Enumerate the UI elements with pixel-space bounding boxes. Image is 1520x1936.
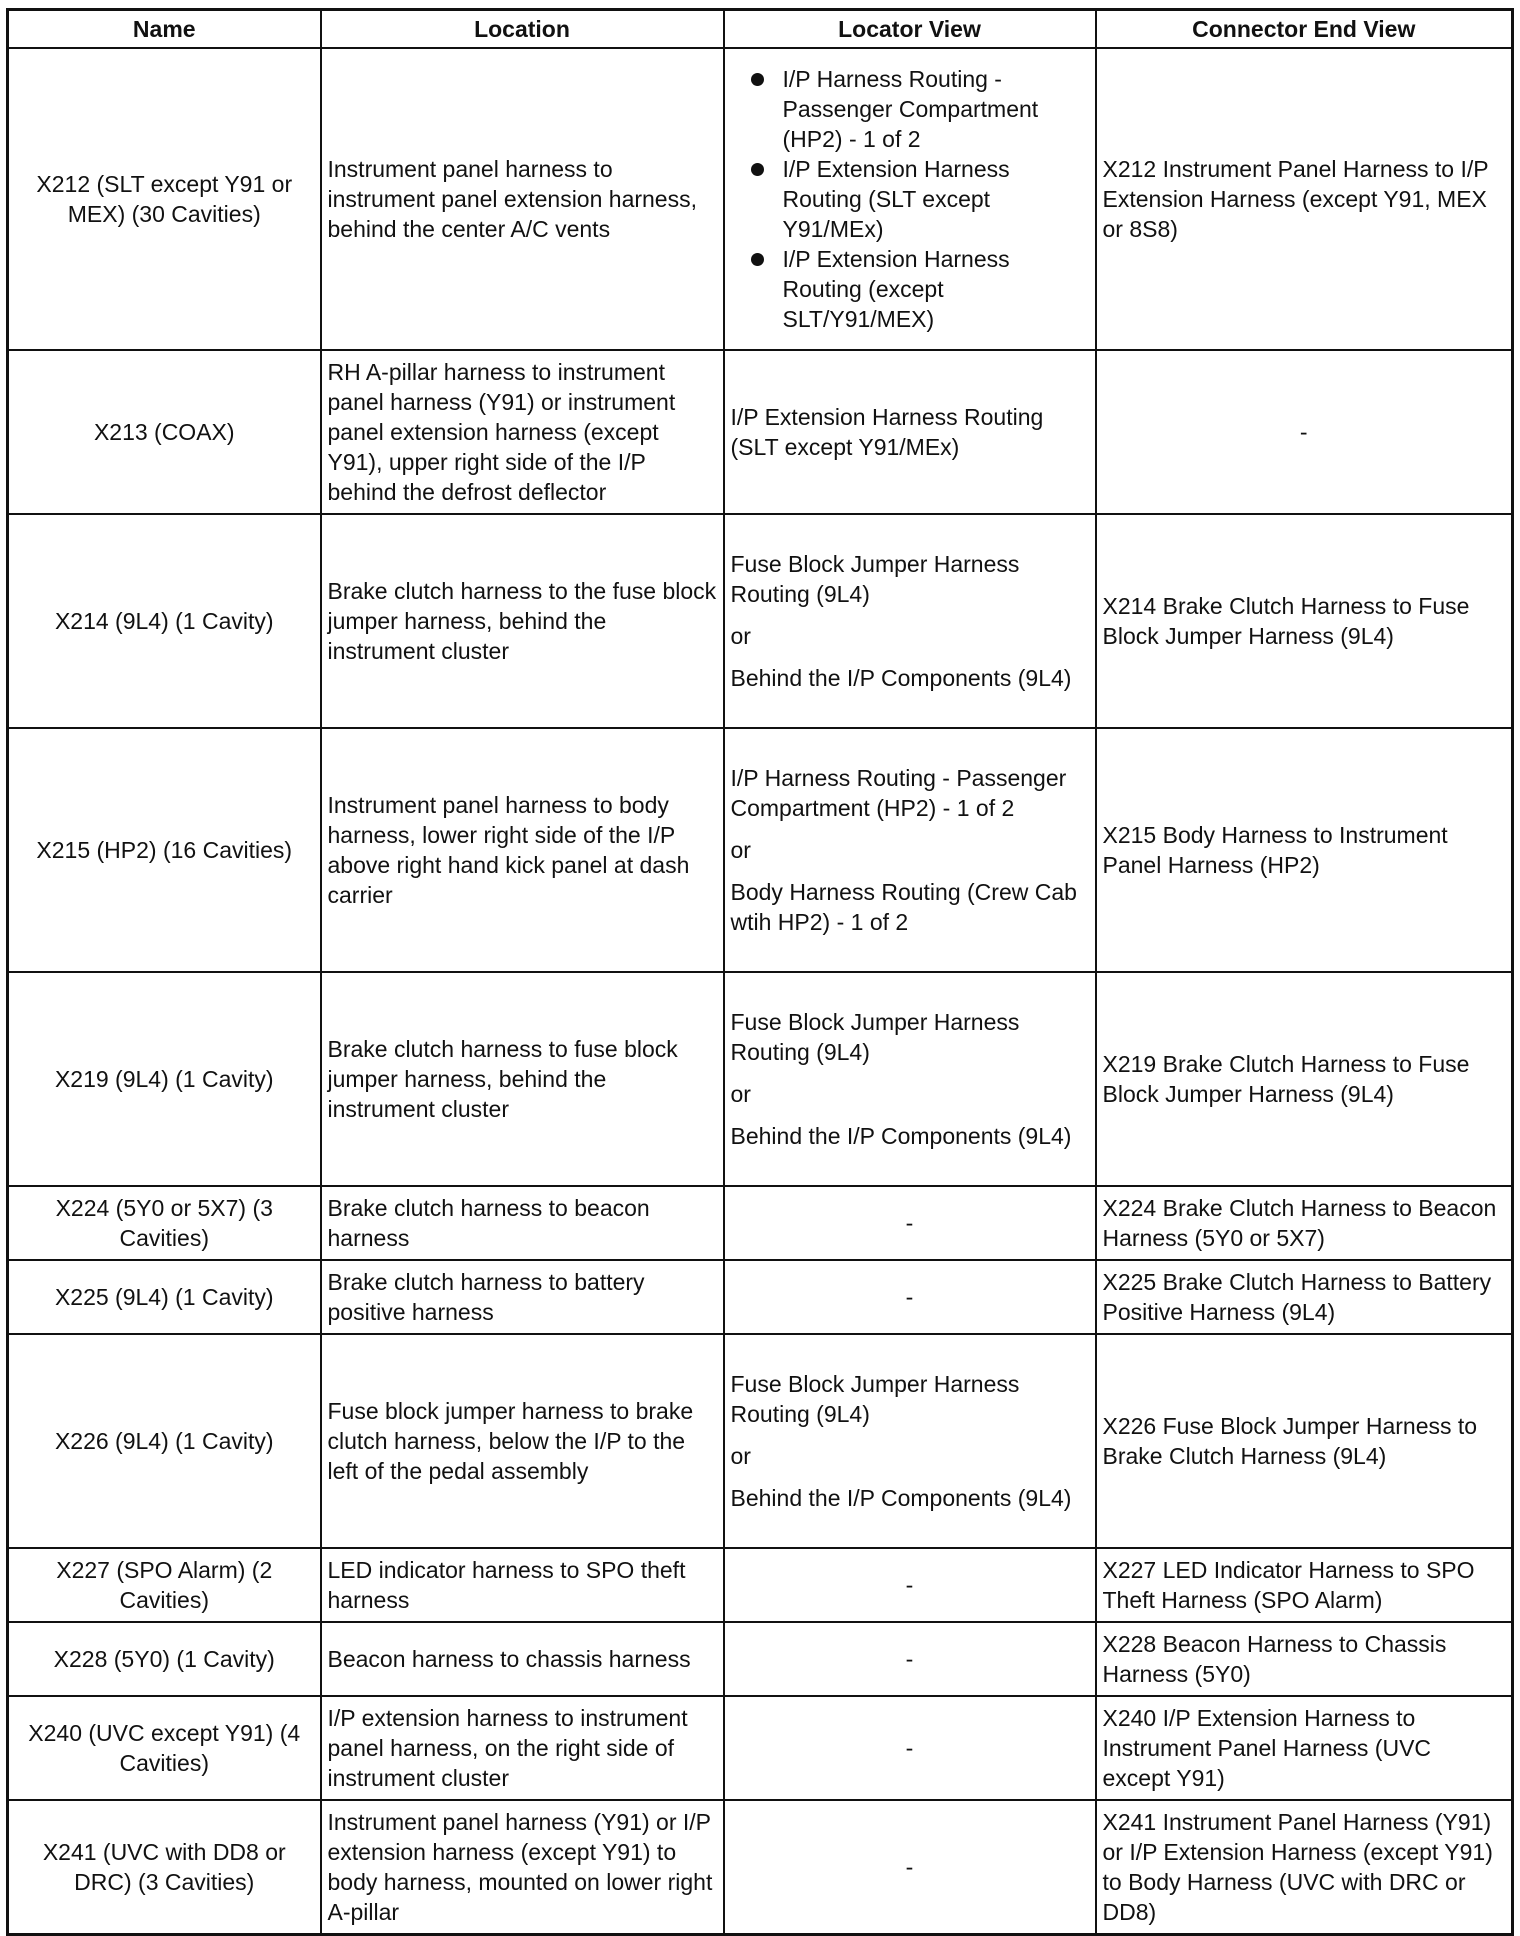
locator-link[interactable]: Fuse Block Jumper Harness Routing (9L4) <box>730 1371 1020 1427</box>
locator-view <box>724 514 1096 728</box>
connector-end-view: - <box>1096 350 1513 514</box>
locator-view[interactable]: I/P Extension Harness Routing (SLT except Y91/MEx) <box>724 350 1096 514</box>
column-header-connector-end-view: Connector End View <box>1096 10 1513 49</box>
locator-bullet-item <box>731 64 1089 154</box>
connector-end-view[interactable]: X214 Brake Clutch Harness to Fuse Block Jumper Harness (9L4) <box>1096 514 1513 728</box>
locator-link[interactable]: Behind the I/P Components (9L4) <box>730 1123 1072 1149</box>
table-row <box>8 728 1513 972</box>
connector-location: Brake clutch harness to battery positive harness <box>321 1260 724 1334</box>
table-row <box>8 48 1513 350</box>
column-header-name: Name <box>8 10 321 49</box>
locator-view: - <box>724 1696 1096 1800</box>
connector-end-view[interactable]: X240 I/P Extension Harness to Instrument Panel Harness (UVC except Y91) <box>1096 1696 1513 1800</box>
connector-name: X213 (COAX) <box>8 350 321 514</box>
locator-link[interactable]: Behind the I/P Components (9L4) <box>730 1485 1072 1511</box>
bullet-icon <box>751 163 764 176</box>
connector-name: X240 (UVC except Y91) (4 Cavities) <box>8 1696 321 1800</box>
locator-link[interactable]: Behind the I/P Components (9L4) <box>730 665 1072 691</box>
locator-bullet-list <box>731 64 1089 334</box>
locator-view: - <box>724 1260 1096 1334</box>
connector-name: X225 (9L4) (1 Cavity) <box>8 1260 321 1334</box>
locator-bullet-item <box>731 244 1089 334</box>
connector-location: Instrument panel harness to body harness, lower right side of the I/P above right hand kick panel at dash carrier <box>321 728 724 972</box>
locator-link[interactable]: I/P Harness Routing - Passenger Compartment (HP2) - 1 of 2 <box>782 66 1039 152</box>
connector-name: X226 (9L4) (1 Cavity) <box>8 1334 321 1548</box>
locator-or: or <box>730 623 751 649</box>
connector-name: X219 (9L4) (1 Cavity) <box>8 972 321 1186</box>
connector-name: X227 (SPO Alarm) (2 Cavities) <box>8 1548 321 1622</box>
connector-location: Brake clutch harness to the fuse block jumper harness, behind the instrument cluster <box>321 514 724 728</box>
locator-view: - <box>724 1548 1096 1622</box>
table-row <box>8 350 1513 514</box>
bullet-icon <box>751 253 764 266</box>
connector-name: X241 (UVC with DD8 or DRC) (3 Cavities) <box>8 1800 321 1935</box>
connector-end-view[interactable]: X227 LED Indicator Harness to SPO Theft Harness (SPO Alarm) <box>1096 1548 1513 1622</box>
column-header-locator-view: Locator View <box>724 10 1096 49</box>
table-header-row <box>8 10 1513 49</box>
connector-name: X212 (SLT except Y91 or MEX) (30 Cavities) <box>8 48 321 350</box>
locator-view <box>724 972 1096 1186</box>
locator-view <box>724 1334 1096 1548</box>
locator-view: - <box>724 1186 1096 1260</box>
connector-location: Instrument panel harness (Y91) or I/P extension harness (except Y91) to body harness, mounted on lower right A-pillar <box>321 1800 724 1935</box>
locator-view <box>724 48 1096 350</box>
connector-name: X224 (5Y0 or 5X7) (3 Cavities) <box>8 1186 321 1260</box>
connector-location: RH A-pillar harness to instrument panel harness (Y91) or instrument panel extension harness (except Y91), upper right side of the I/P behind the defrost deflector <box>321 350 724 514</box>
connector-location: Fuse block jumper harness to brake clutch harness, below the I/P to the left of the pedal assembly <box>321 1334 724 1548</box>
connector-name: X215 (HP2) (16 Cavities) <box>8 728 321 972</box>
connector-location: Instrument panel harness to instrument panel extension harness, behind the center A/C vents <box>321 48 724 350</box>
connector-name: X228 (5Y0) (1 Cavity) <box>8 1622 321 1696</box>
table-row <box>8 514 1513 728</box>
connector-end-view[interactable]: X225 Brake Clutch Harness to Battery Positive Harness (9L4) <box>1096 1260 1513 1334</box>
connector-end-view[interactable]: X215 Body Harness to Instrument Panel Harness (HP2) <box>1096 728 1513 972</box>
bullet-icon <box>751 73 764 86</box>
locator-link[interactable]: Fuse Block Jumper Harness Routing (9L4) <box>730 1009 1020 1065</box>
locator-bullet-item <box>731 154 1089 244</box>
table-row <box>8 1622 1513 1696</box>
connector-end-view[interactable]: X224 Brake Clutch Harness to Beacon Harness (5Y0 or 5X7) <box>1096 1186 1513 1260</box>
table-row <box>8 1696 1513 1800</box>
connector-location: Brake clutch harness to fuse block jumper harness, behind the instrument cluster <box>321 972 724 1186</box>
locator-view: - <box>724 1622 1096 1696</box>
connector-location: I/P extension harness to instrument panel harness, on the right side of instrument cluster <box>321 1696 724 1800</box>
table-row <box>8 1800 1513 1935</box>
connector-location: Brake clutch harness to beacon harness <box>321 1186 724 1260</box>
table-row <box>8 1186 1513 1260</box>
locator-link[interactable]: I/P Harness Routing - Passenger Compartment (HP2) - 1 of 2 <box>730 765 1067 821</box>
locator-view <box>724 728 1096 972</box>
connector-table <box>6 8 1514 1936</box>
locator-link[interactable]: I/P Extension Harness Routing (except SLT/Y91/MEX) <box>782 246 1010 332</box>
locator-link[interactable]: I/P Extension Harness Routing (SLT except Y91/MEx) <box>782 156 1010 242</box>
connector-table-sheet <box>6 8 1511 1936</box>
table-row <box>8 1334 1513 1548</box>
table-row <box>8 1548 1513 1622</box>
table-row <box>8 1260 1513 1334</box>
locator-link[interactable]: Body Harness Routing (Crew Cab wtih HP2) - 1 of 2 <box>730 879 1077 935</box>
connector-location: Beacon harness to chassis harness <box>321 1622 724 1696</box>
connector-end-view[interactable]: X212 Instrument Panel Harness to I/P Extension Harness (except Y91, MEX or 8S8) <box>1096 48 1513 350</box>
connector-end-view[interactable]: X226 Fuse Block Jumper Harness to Brake Clutch Harness (9L4) <box>1096 1334 1513 1548</box>
connector-name: X214 (9L4) (1 Cavity) <box>8 514 321 728</box>
table-row <box>8 972 1513 1186</box>
column-header-location: Location <box>321 10 724 49</box>
locator-or: or <box>730 1443 751 1469</box>
connector-end-view[interactable]: X219 Brake Clutch Harness to Fuse Block Jumper Harness (9L4) <box>1096 972 1513 1186</box>
connector-location: LED indicator harness to SPO theft harness <box>321 1548 724 1622</box>
connector-end-view[interactable]: X228 Beacon Harness to Chassis Harness (5Y0) <box>1096 1622 1513 1696</box>
locator-or: or <box>730 837 751 863</box>
locator-or: or <box>730 1081 751 1107</box>
locator-view: - <box>724 1800 1096 1935</box>
locator-link[interactable]: Fuse Block Jumper Harness Routing (9L4) <box>730 551 1020 607</box>
connector-end-view[interactable]: X241 Instrument Panel Harness (Y91) or I/P Extension Harness (except Y91) to Body Harness (UVC with DRC or DD8) <box>1096 1800 1513 1935</box>
